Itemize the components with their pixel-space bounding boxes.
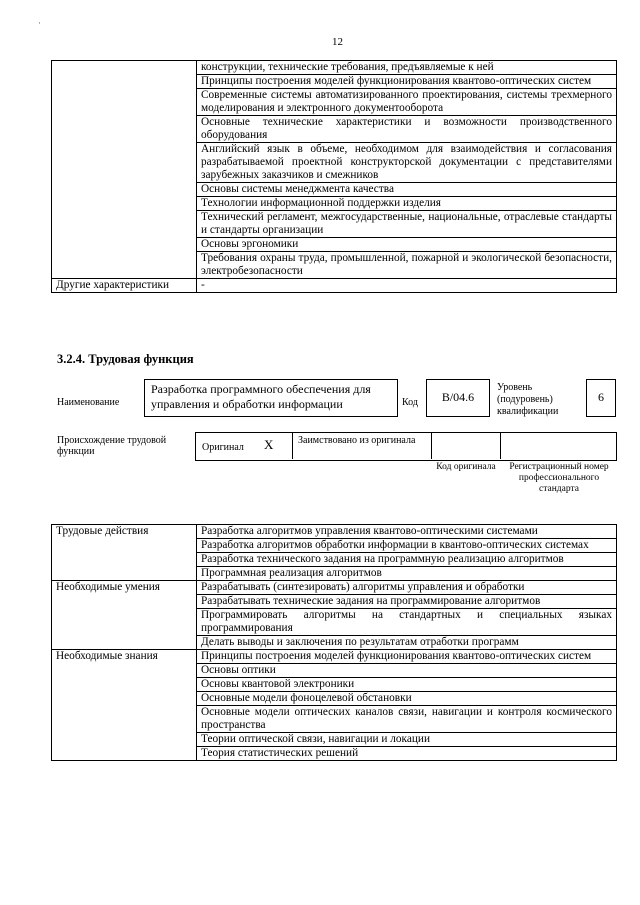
row-text: Основные модели фоноцелевой обстановки	[197, 692, 617, 706]
knowledge-table-continued	[51, 60, 617, 293]
row-text: Разработка технического задания на программную реализацию алгоритмов	[197, 553, 617, 567]
table-row	[52, 279, 617, 293]
row-text: Принципы построения моделей функционирования квантово-оптических систем	[197, 75, 617, 89]
row-text: Требования охраны труда, промышленной, пожарной и экологической безопасности, электробезопасности	[197, 252, 617, 279]
original-mark: X	[264, 437, 274, 452]
row-text: Английский язык в объеме, необходимом для взаимодействия и согласования разрабатываемой проектной конструкторской документации с представителями зарубежных заказчиков и смежников	[197, 143, 617, 183]
origin-divider	[431, 432, 432, 459]
row-text: Технический регламент, межгосударственные, национальные, отраслевые стандарты и стандарты организации	[197, 211, 617, 238]
row-text: конструкции, технические требования, предъявляемые к ней	[197, 61, 617, 75]
level-value: 6	[598, 390, 604, 404]
row-text: Принципы построения моделей функционирования квантово-оптических систем	[197, 650, 617, 664]
code-value: B/04.6	[441, 390, 475, 404]
reg-number-caption: Регистрационный номер профессионального стандарта	[509, 462, 609, 494]
row-text: Технологии информационной поддержки изделия	[197, 197, 617, 211]
table-row	[52, 581, 617, 595]
level-label: Уровень (подуровень) квалификации	[497, 382, 559, 417]
row-text: Основы квантовой электроники	[197, 678, 617, 692]
row-text: Теории оптической связи, навигации и локации	[197, 733, 617, 747]
code-label: Код	[402, 397, 418, 408]
row-text: Основы оптики	[197, 664, 617, 678]
function-name: Разработка программного обеспечения для управления и обработки информации	[151, 382, 371, 411]
row-text: Разработка алгоритмов управления квантово-оптическими системами	[197, 525, 617, 539]
code-original-caption: Код оригинала	[436, 462, 496, 472]
name-box	[144, 379, 398, 417]
row-text: Разрабатывать (синтезировать) алгоритмы управления и обработки	[197, 581, 617, 595]
row-text: Разработка алгоритмов обработки информации в квантово-оптических системах	[197, 539, 617, 553]
labor-function-table	[51, 524, 617, 761]
row-text: Основы системы менеджмента качества	[197, 183, 617, 197]
origin-label: Происхождение трудовой функции	[57, 435, 167, 457]
origin-divider	[292, 432, 293, 459]
row-text: Основные технические характеристики и возможности производственного оборудования	[197, 116, 617, 143]
level-box	[586, 379, 616, 417]
group-label: Трудовые действия	[52, 525, 197, 581]
row-text: Основы эргономики	[197, 238, 617, 252]
row-label: Другие характеристики	[52, 279, 197, 293]
name-label: Наименование	[57, 397, 120, 408]
origin-divider	[500, 432, 501, 459]
table-row	[52, 525, 617, 539]
page-number: 12	[332, 36, 343, 48]
row-text: Разрабатывать технические задания на программирование алгоритмов	[197, 595, 617, 609]
code-box	[426, 379, 490, 417]
table-row	[52, 61, 617, 75]
section-title: 3.2.4. Трудовая функция	[57, 352, 194, 366]
row-text: Современные системы автоматизированного проектирования, системы трехмерного моделирования и электронного документооборота	[197, 89, 617, 116]
corner-mark: ·	[38, 18, 41, 28]
table-row	[52, 650, 617, 664]
row-text: -	[197, 279, 617, 293]
row-text: Программная реализация алгоритмов	[197, 567, 617, 581]
row-text: Программировать алгоритмы на стандартных и специальных языках программирования	[197, 609, 617, 636]
group-label: Необходимые знания	[52, 650, 197, 761]
row-text: Основные модели оптических каналов связи, навигации и контроля космического пространства	[197, 706, 617, 733]
borrowed-label: Заимствовано из оригинала	[298, 435, 416, 446]
original-label: Оригинал	[202, 442, 244, 453]
group-label: Необходимые умения	[52, 581, 197, 650]
row-text: Делать выводы и заключения по результатам отработки программ	[197, 636, 617, 650]
row-label	[52, 61, 197, 279]
row-text: Теория статистических решений	[197, 747, 617, 761]
